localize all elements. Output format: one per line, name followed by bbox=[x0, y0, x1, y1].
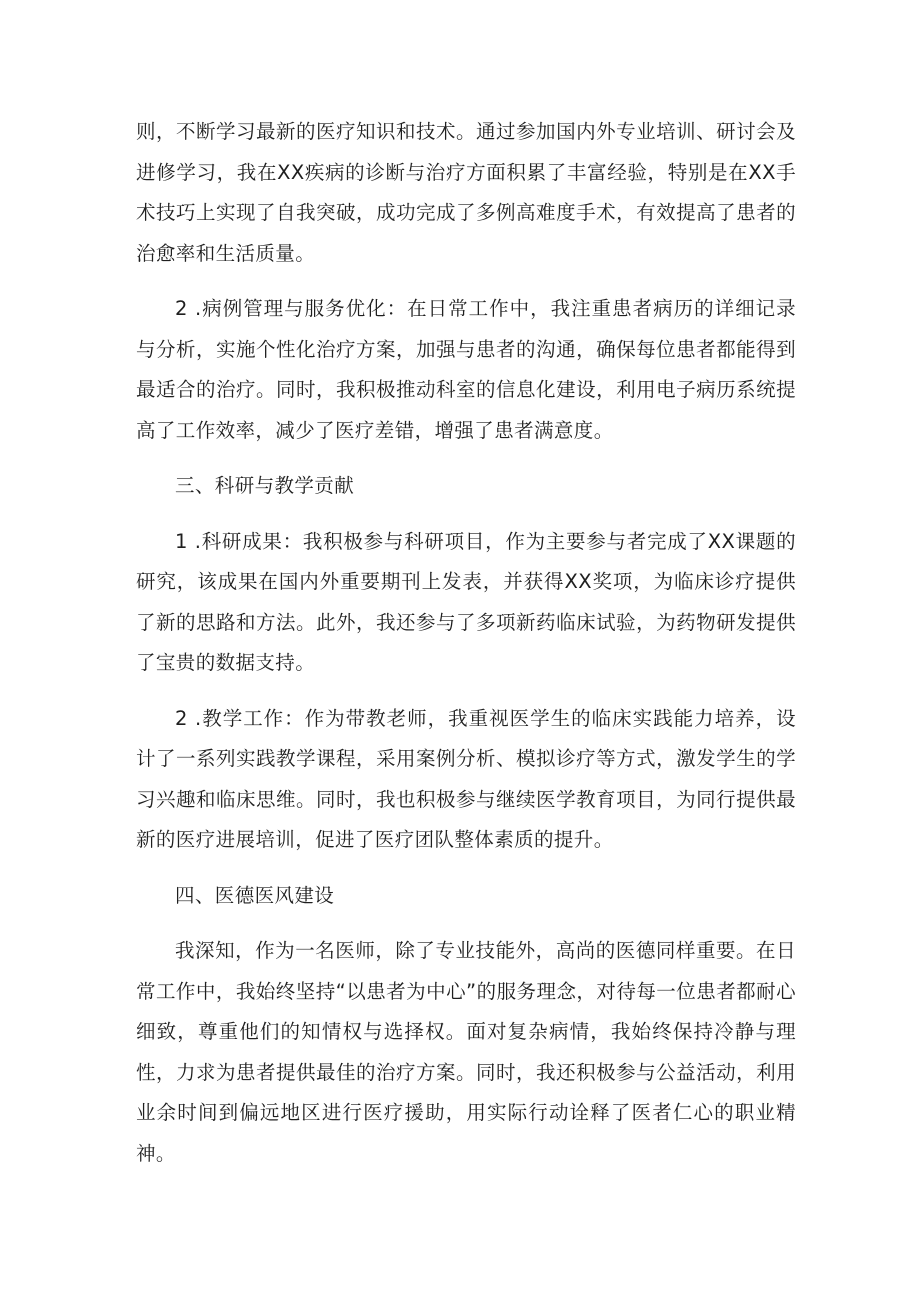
section-heading-research-teaching: 三、科研与教学贡献 bbox=[175, 474, 355, 497]
paragraph-continued: 则，不断学习最新的医疗知识和技术。通过参加国内外专业培训、研讨会及进修学习，我在XX疾病的诊断与治疗方面积累了丰富经验，特别是在XX手术技巧上实现了自我突破，成功完成了多例高难度手术，有效提高了患者的治愈率和生活质量。 bbox=[136, 120, 796, 265]
section-heading-medical-ethics: 四、医德医风建设 bbox=[175, 883, 335, 907]
document-body bbox=[136, 112, 796, 1189]
paragraph-teaching-work: 2 .教学工作：作为带教老师，我重视医学生的临床实践能力培养，设计了一系列实践教学课程，采用案例分析、模拟诊疗等方式，激发学生的学习兴趣和临床思维。同时，我也积极参与继续医学教育项目，为同行提供最新的医疗进展培训，促进了医疗团队整体素质的提升。 bbox=[136, 706, 796, 851]
paragraph-medical-ethics: 我深知，作为一名医师，除了专业技能外，高尚的医德同样重要。在日常工作中，我始终坚持“以患者为中心”的服务理念，对待每一位患者都耐心细致，尊重他们的知情权与选择权。面对复杂病情，我始终保持冷静与理性，力求为患者提供最佳的治疗方案。同时，我还积极参与公益活动，利用业余时间到偏远地区进行医疗援助，用实际行动诠释了医者仁心的职业精神。 bbox=[136, 939, 796, 1165]
paragraph-research-results: 1 .科研成果：我积极参与科研项目，作为主要参与者完成了XX课题的研究，该成果在国内外重要期刊上发表，并获得XX奖项，为临床诊疗提供了新的思路和方法。此外，我还参与了多项新药临床试验，为药物研发提供了宝贵的数据支持。 bbox=[136, 529, 796, 674]
paragraph-case-management: 2 .病例管理与服务优化：在日常工作中，我注重患者病历的详细记录与分析，实施个性化治疗方案，加强与患者的沟通，确保每位患者都能得到最适合的治疗。同时，我积极推动科室的信息化建设，利用电子病历系统提高了工作效率，减少了医疗差错，增强了患者满意度。 bbox=[136, 297, 796, 442]
